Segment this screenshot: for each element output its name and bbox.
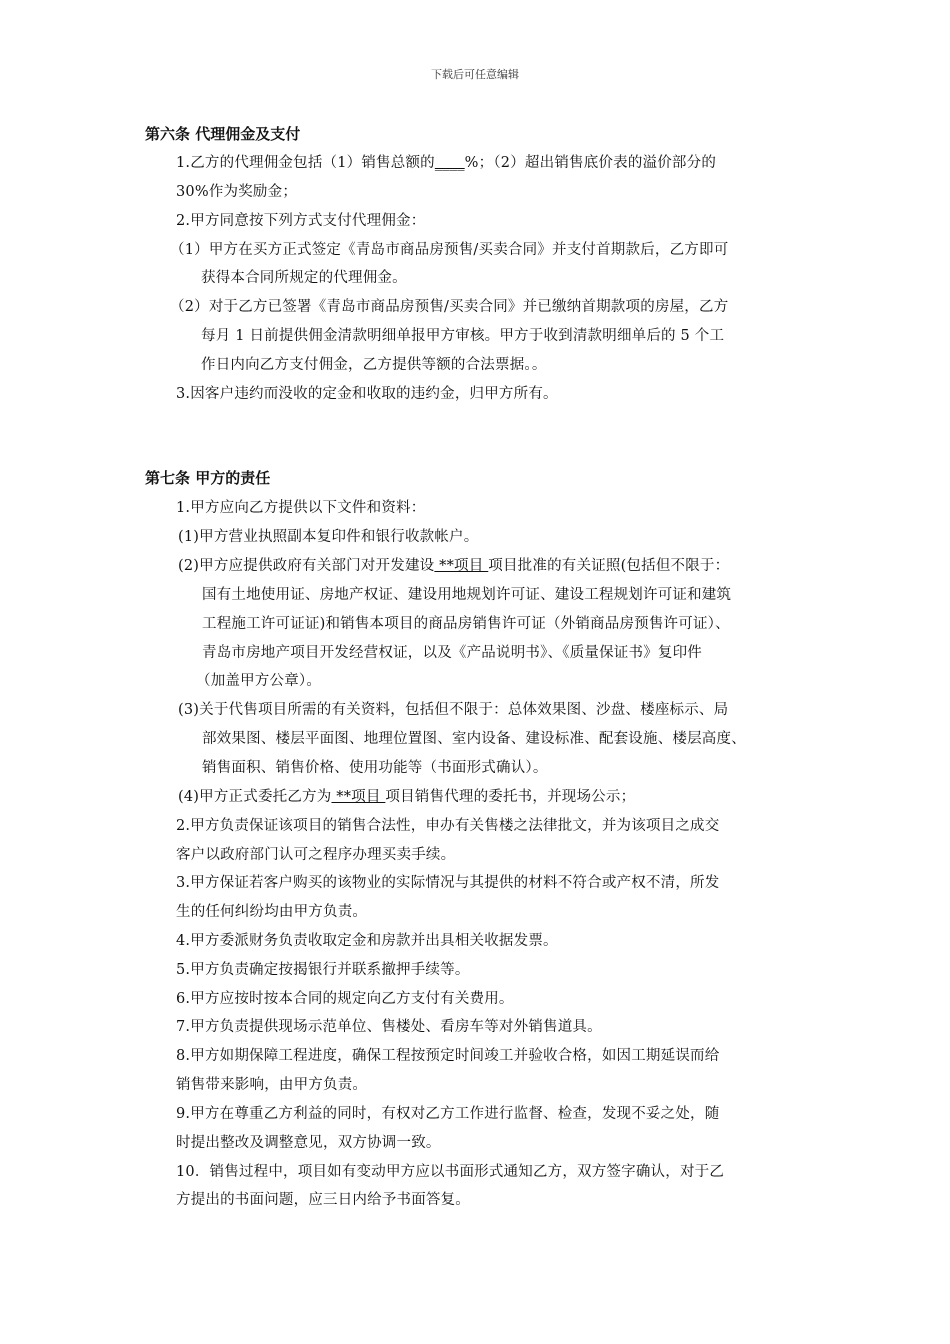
article-6-title: 第六条 代理佣金及支付	[145, 125, 301, 143]
article-7-line-3-post: 项目批准的有关证照(包括但不限于：	[488, 558, 730, 574]
article-6-line-4a: （2）对于乙方已签署《青岛市商品房预售/买卖合同》并已缴纳首期款项的房屋，乙方	[170, 299, 729, 315]
article-7-line-18: 6.甲方应按时按本合同的规定向乙方支付有关费用。	[176, 991, 514, 1007]
article-6-line-4c: 作日内向乙方支付佣金，乙方提供等额的合法票据。。	[201, 357, 547, 373]
commission-rate-blank: ____	[434, 155, 465, 171]
article-7-line-6: 青岛市房地产项目开发经营权证，以及《产品说明书》、《质量保证书》复印件	[202, 645, 702, 661]
article-6-line-1a-post: %；（2）超出销售底价表的溢价部分的	[464, 155, 717, 171]
article-7-title: 第七条 甲方的责任	[145, 469, 271, 487]
article-6-line-5: 3.因客户违约而没收的定金和收取的违约金，归甲方所有。	[176, 386, 558, 402]
article-7-line-22: 9.甲方在尊重乙方利益的同时，有权对乙方工作进行监督、检查，发现不妥之处，随	[176, 1106, 720, 1122]
project-name-underlined: **项目	[434, 558, 489, 574]
article-7-line-10: 销售面积、销售价格、使用功能等（书面形式确认）。	[202, 760, 548, 776]
article-7-line-4: 国有土地使用证、房地产权证、建设用地规划许可证、建设工程规划许可证和建筑	[202, 587, 732, 603]
article-7-line-3-pre: (2)甲方应提供政府有关部门对开发建设	[178, 558, 435, 574]
article-6-line-2: 2.甲方同意按下列方式支付代理佣金：	[176, 213, 426, 229]
article-7-line-11-post: 项目销售代理的委托书，并现场公示；	[385, 789, 636, 805]
article-7-line-7: （加盖甲方公章）。	[196, 673, 322, 689]
article-6-line-1a-pre: 1.乙方的代理佣金包括（1）销售总额的	[176, 155, 435, 171]
article-7-line-20: 8.甲方如期保障工程进度，确保工程按预定时间竣工并验收合格，如因工期延误而给	[176, 1048, 720, 1064]
article-7-line-8: (3)关于代售项目所需的有关资料，包括但不限于：总体效果图、沙盘、楼座标示、局	[178, 702, 729, 718]
article-7-line-13: 客户以政府部门认可之程序办理买卖手续。	[176, 847, 456, 863]
article-7-line-23: 时提出整改及调整意见，双方协调一致。	[176, 1135, 441, 1151]
article-7-line-21: 销售带来影响，由甲方负责。	[176, 1077, 368, 1093]
article-7-line-2: (1)甲方营业执照副本复印件和银行收款帐户。	[178, 529, 479, 545]
article-7-line-15: 生的任何纠纷均由甲方负责。	[176, 904, 368, 920]
article-7-line-25: 方提出的书面问题，应三日内给予书面答复。	[176, 1192, 470, 1208]
article-7-line-17: 5.甲方负责确定按揭银行并联系撤押手续等。	[176, 962, 470, 978]
article-7-line-19: 7.甲方负责提供现场示范单位、售楼处、看房车等对外销售道具。	[176, 1019, 602, 1035]
article-7-line-16: 4.甲方委派财务负责收取定金和房款并出具相关收据发票。	[176, 933, 558, 949]
article-7-line-24: 10．销售过程中，项目如有变动甲方应以书面形式通知乙方，双方签字确认，对于乙	[176, 1164, 725, 1180]
article-7-line-3	[178, 554, 729, 575]
article-6-line-3b: 获得本合同所规定的代理佣金。	[201, 270, 407, 286]
article-7-line-9: 部效果图、楼层平面图、地理位置图、室内设备、建设标准、配套设施、楼层高度、	[202, 731, 746, 747]
article-7-line-11	[178, 785, 635, 806]
article-7-line-14: 3.甲方保证若客户购买的该物业的实际情况与其提供的材料不符合或产权不清，所发	[176, 875, 720, 891]
article-7-line-11-pre: (4)甲方正式委托乙方为	[178, 789, 332, 805]
article-6-line-4b: 每月 1 日前提供佣金清款明细单报甲方审核。甲方于收到清款明细单后的 5 个工	[201, 328, 725, 344]
project-name-underlined-2: **项目	[331, 789, 386, 805]
article-6-line-1a	[176, 151, 716, 172]
page-header: 下载后可任意编辑	[431, 68, 519, 81]
article-7-line-1: 1.甲方应向乙方提供以下文件和资料：	[176, 500, 426, 516]
article-7-line-5: 工程施工许可证证)和销售本项目的商品房销售许可证（外销商品房预售许可证）、	[202, 616, 730, 632]
article-7-line-12: 2.甲方负责保证该项目的销售合法性，申办有关售楼之法律批文，并为该项目之成交	[176, 818, 720, 834]
article-6-line-3a: （1）甲方在买方正式签定《青岛市商品房预售/买卖合同》并支付首期款后，乙方即可	[170, 242, 729, 258]
article-6-line-1b: 30%作为奖励金；	[176, 184, 298, 200]
